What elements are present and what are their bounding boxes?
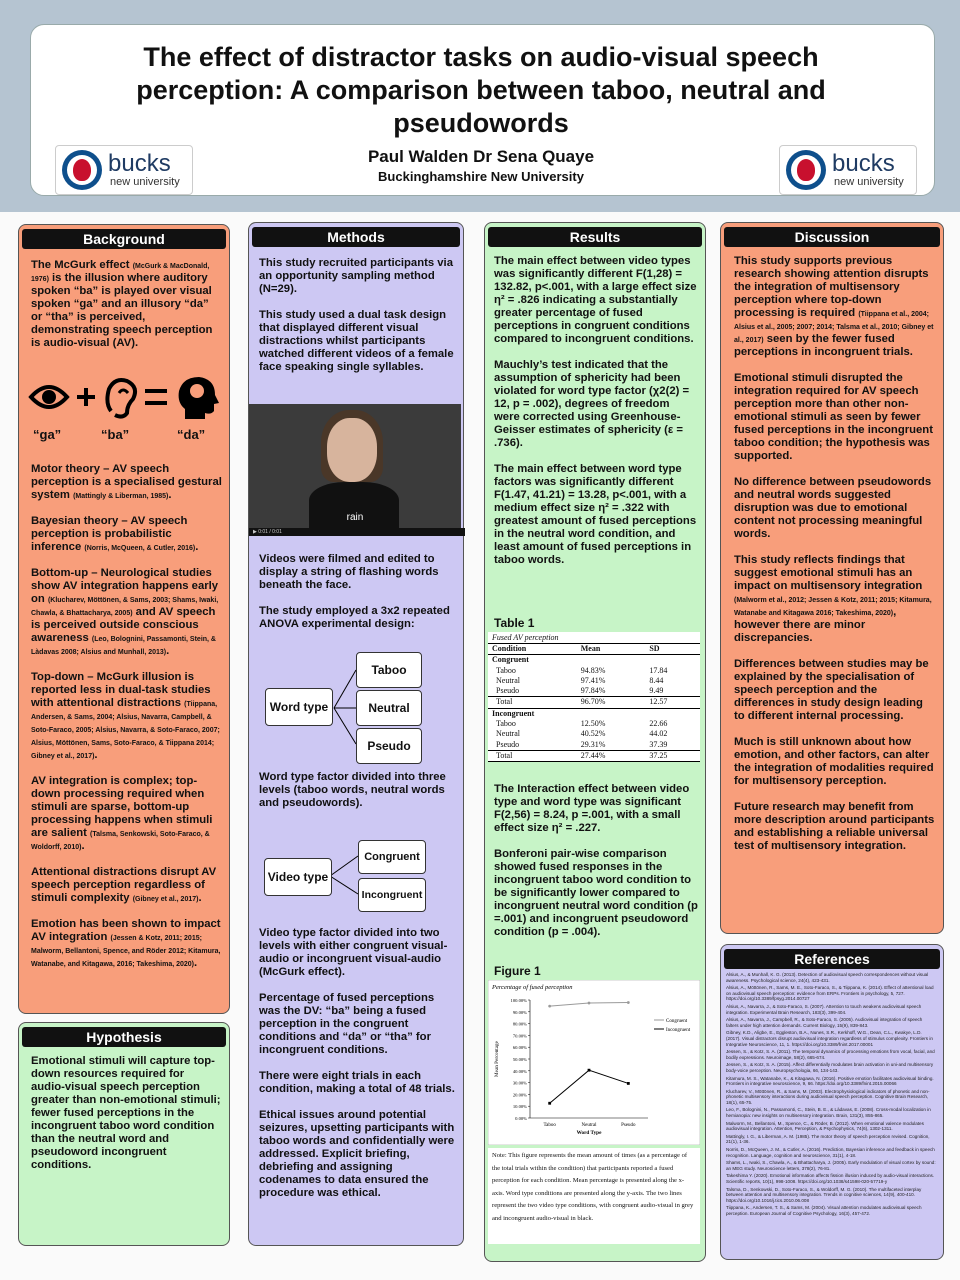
background-heading: Background [22,229,226,249]
reference-item: Alsius, A., Navarra, J., Campbell, R., & Soto-Faraco, S. (2005). Audiovisual integration of speech falters under high attention demands. Current Biology, 15(9), 839-843. [726,1017,923,1028]
reference-item: Alsius, A., Möttönen, R., Sams, M. E., Soto-Faraco, S., & Tiippana, K. (2014). Effect of attentional load on audiovisual speech perception: evidence from ERPs. Frontiers in psychology, 5, 727. https://doi.org/10.3389/fpsyg.2014.00727 [726,985,934,1002]
reference-item: Kitamura, M. S., Watanabe, K., & Kitagawa, N. (2016). Positive emotion facilitates audiovisual binding. Frontiers in integrative neuroscience, 9, 66. https://doi.org/10.3389/fnint.2015.00066 [726,1075,934,1087]
methods-text-3: Word type factor divided into three levels (taboo words, neutral words and pseudowords). [259,771,446,809]
table-group-row: Incongruent [488,708,700,719]
legend-label: Incongruent [666,1028,691,1033]
plus-icon [77,388,95,406]
reference-item: Shams, L., Iwaki, S., Chawla, A., & Bhattacharya, J. (2005). Early modulation of visual cortex by sound: an MEG study. Neuroscience letters, 378(2), 76-81. [726,1160,936,1171]
y-tick-label: 20.00% [512,1092,527,1098]
results-heading: Results [488,227,702,247]
syllable-ba: “ba” [101,427,130,442]
congruent-level-box: Congruent [358,840,426,874]
video-controls[interactable]: ▶ 0:01 / 0:01 [249,528,465,536]
y-tick-label: 40.00% [512,1068,527,1074]
incongruent-level-box: Incongruent [358,878,426,912]
data-point [588,1069,591,1072]
y-tick-label: 60.00% [512,1045,527,1051]
y-axis-label: Mean Percentage [494,1041,500,1077]
table-row: Neutral 40.52% 44.02 [496,729,668,739]
methods-text-2: Videos were filmed and edited to display a string of flashing words beneath the face. The study employed a 3x2 repeated ANOVA experimental design: [259,553,450,630]
logo-mark-icon [62,150,102,190]
video-face [327,418,377,482]
reference-item: Gibney, K.D., Aligbe, E., Eggleston, B.A., Nunes, S.R., Kerkhoff, W.G., Dean, C.L., Kwakye, L.D. (2017). Visual distractors disrupt audiovisual integration regardless of stimulus complexity. Frontiers in Integrative Neuroscience, 11, 1. https://doi.org/10.3389/fnint.2017.00001 [726,1030,933,1047]
figure-label: Figure 1 [494,964,541,978]
syllable-da: “da” [177,427,206,442]
video-flash-word: rain [346,512,364,523]
equals-icon [145,389,167,405]
table-row: Total 27.44% 37.25 [488,750,700,761]
data-point [627,1082,630,1085]
reference-item: Klucharev, V., Möttönen, R., & Sams, M. (2003). Electrophysiological indicators of phonetic and non-phonetic multisensory interactions during audiovisual speech perception. Cognitive Brain Research, 18(1), 65-75. [726,1088,930,1105]
methods-heading: Methods [252,227,460,247]
reference-item: Alsius, A., Navarra, J., & Soto-Faraco, S. (2007). Attention to touch weakens audiovisual speech integration. Experimental Brain Research, 183(3), 399-404. [726,1003,922,1015]
table-row: Neutral 97.41% 8.44 [496,675,664,685]
chart-title: Percentage of fused perception [492,984,573,991]
table-row: Total 96.70% 12.57 [488,697,700,708]
logo-word: bucks [108,150,171,177]
y-tick-label: 0.00% [515,1116,527,1121]
methods-text-4: Video type factor divided into two levels with either congruent visual-audio or incongruent visual-audio (McGurk effect). Percentage of fused perceptions was the DV: “ba” being a fused perception in the congruent conditions and “da” or “tha” for incongruent conditions. There were eight trials in each condition, making a total of 48 trials. Ethical issues around potential seizures, upsetting participants with taboo words and confidentially were addressed. Explicit briefing, debriefing and assigning codenames to data ensured the procedure was ethical. [259,927,455,1199]
reference-item: Mattingly, I. G., & Liberman, A. M. (1985). The motor theory of speech perception revised. Cognition, 21(1), 1-36. [726,1133,930,1145]
reference-item: Leo, F., Bolognini, N., Passamonti, C., Stein, B. E., & Làdavas, E. (2008). Cross-modal localization in hemianopia: new insights on multisensory integration. Brain, 131(3), 855-865. [726,1107,931,1119]
discussion-text: This study supports previous research showing attention disrupts the integration of multisensory perception where top-down processing is required (Tiippana et al., 2004; Alsius et al., 2005; 2007; 2014; Talsma et al., 2010; Gibney et al., 2017) seen by the fewer fused perceptions in incongruent trials. Emotional stimuli disrupted the integration required for AV speech perception more than other non-emotional stimuli as seen by fewer fused perceptions in the incongruent taboo condition; the hypothesis was supported. No difference between pseudowords and neutral words suggested disruption was due to emotional content not processing meaningful words. This study reflects findings that suggest emotional stimuli has an impact on multisensory integration (Malworm et al., 2012; Jessen & Kotz, 2011; 2015; Kitamura, Watanabe and Kitagawa 2016; Takeshima, 2020), however there are minor discrepancies. Differences between studies may be explained by the specialisation of speech perception and the differences in study design leading to different internal processing. Much is still unknown about how emotion, and other factors, can alter the integration of modalities required for multisensory perception. Future research may benefit from more description around participants and establishing a reliable universal test of multisensory integration. [734,255,935,852]
x-tick-label: Taboo [543,1123,556,1128]
results-text-2: The Interaction effect between video type and word type was significant F(2,56) = 8.24, p =.001, with a small effect size η² = .227. Bonferoni pair-wise comparison showed fused responses in the incongruent taboo word condition to be significantly lower compared to incongruent neutral word condition (p =.001) and incongruent pseudoword condition (p = .004). [494,783,698,938]
eye-icon [31,387,67,407]
reference-item: Tiippana, K., Andersen, T. S., & Sams, M. (2004). Visual attention modulates audiovisual speech perception. European Journal of Cognitive Psychology, 16(3), 457-472. [726,1205,922,1216]
background-text-top: The McGurk effect (McGurk & MacDonald, 1976) is the illusion where auditory spoken “ba” is played over visual spoken “ga” and an illusory “da” or “tha” is perceived, demonstrating speech perception is audio-visual (AV). [31,259,213,349]
table-caption: Fused AV perception [488,632,700,644]
hypothesis-heading: Hypothesis [22,1027,226,1047]
poster-title: The effect of distractor tasks on audio-visual speech perception: A comparison between taboo, neutral and pseudowords [136,42,826,138]
table-header: SD [649,644,660,653]
authors: Paul Walden Dr Sena Quaye [367,147,595,166]
y-tick-label: 10.00% [512,1104,527,1110]
stimulus-video[interactable] [249,404,461,536]
discussion-panel [720,222,944,934]
affiliation: Buckinghamshire New University [378,169,584,184]
title-box [30,24,935,196]
taboo-level-box: Taboo [356,652,422,688]
reference-item: Jessen, S., & Kotz, S. A. (2015). Affect differentially modulates brain activation in uni-and multisensory body-voice perception. Neuropsychologia, 66, 134-143. [726,1062,934,1073]
table-header: Condition [492,644,527,653]
y-tick-label: 50.00% [512,1057,527,1062]
y-tick-label: 80.00% [512,1021,527,1027]
figure-1-chart [488,980,700,1145]
reference-item: Malworm, M., Bellantoni, M., Spence, C., & Röder, B. (2012). When emotional valence modulates audiovisual integration. Attention, Perception, & Psychophysics, 74(6), 1302-1311. [726,1120,924,1132]
discussion-heading: Discussion [724,227,940,247]
data-point [548,1102,551,1105]
reference-item: Takeshima Y. (2020). Emotional information affects fission illusion induced by audio-visual interactions. Scientific reports, 10(1), 998-1008. https://doi.org/10.1038/s41598-020-57719-y [726,1173,935,1184]
ear-icon [107,380,135,417]
table-row: Taboo 12.50% 22.66 [496,719,668,729]
line-chart [488,980,700,1145]
table-header-row [488,644,700,655]
y-tick-label: 70.00% [512,1033,527,1039]
university-logo-left [55,145,193,195]
legend-label: Congruent [666,1019,688,1024]
figure-note: Note: This figure represents the mean amount of times (as a percentage of the total trials within the condition) that participants reported a fused perception for each condition. Mean percentage is presented along the x-axis. Word type conditions are presented along the y-axis. The two lines represent the two video type conditions, with congruent audio-visual in grey and incongruent audio-visual in black. [488,1148,700,1244]
table-group-row: Congruent [492,655,529,665]
head-brain-icon [179,377,219,419]
mcgurk-equation [27,373,223,423]
pseudo-level-box: Pseudo [356,728,422,764]
background-text-bottom: Motor theory – AV speech perception is a specialised gestural system (Mattingly & Liberman, 1985). Bayesian theory – AV speech perception is probabilistic inference (Norris, McQueen, & Cutler, 2016). Bottom-up – Neurological studies show AV integration happens early on (Klucharev, Möttönen, & Sams, 2003; Shams, Iwaki, Chawla, & Bhattacharya, 2005) and AV speech is perceived outside conscious awareness (Leo, Bolognini, Passamonti, Stein, & Làdavas 2008; Alsius and Munhall, 2013). Top-down – McGurk illusion is reported less in dual-task studies with attentional distractions (Tiippana, Andersen, & Sams, 2004; Alsius, Navarra, Campbell, & Soto-Faraco, 2005; Alsius, Navarra, & Soto-Faraco, 2007; Alsius, Möttönen, Sams, Soto-Faraco, & Tiippana 2014; Gibney et al., 2017). AV integration is complex; top-down processing required when stimuli are sparse, bottom-up processing happens when stimuli are salient (Talsma, Senkowski, Soto-Faraco, & Woldorff, 2010). Attentional distractions disrupt AV speech perception regardless of stimuli complexity (Gibney et al., 2017). Emotion has been shown to impact AV integration (Jessen & Kotz, 2011; 2015; Malworm, Bellantoni, Spence, and Röder 2012; Kitamura, Watanabe, and Kitagawa, 2016; Takeshima, 2020). [31,463,222,969]
eye-ear-head-icons [27,373,223,423]
table-label: Table 1 [494,616,535,630]
reference-item: Jessen, S., & Kotz, S. A. (2011). The temporal dynamics of processing emotions from vocal, facial, and bodily expressions. Neuroimage, 58(2), 665-674. [726,1049,935,1060]
neutral-level-box: Neutral [356,690,422,726]
background-panel [18,224,230,1014]
reference-item: Norris, D., McQueen, J. M., & Cutler, A. (2016). Prediction, Bayesian inference and feedback in speech recognition. Language, cognition and neuroscience, 31(1), 4-18. [726,1147,935,1158]
table-row: Pseudo 97.84% 9.49 [496,686,664,696]
references-heading: References [724,949,940,969]
x-tick-label: Pseudo [621,1123,636,1128]
x-axis-label: Word Type [576,1130,602,1136]
hypothesis-text: Emotional stimuli will capture top-down resources required for audio-visual speech perception greater than non-emotional stimuli; fewer fused perceptions in the incongruent taboo word condition than the neutral word and pseudoword incongruent conditions. [31,1055,221,1171]
table-header: Mean [580,644,601,653]
results-table [488,644,700,762]
x-tick-label: Neutral [581,1123,597,1128]
y-tick-label: 30.00% [512,1080,527,1086]
y-tick-label: 90.00% [512,1009,527,1015]
data-point [548,1005,551,1008]
logo-subword: new university [110,176,180,188]
logo-subword: new university [834,176,904,188]
logo-word: bucks [832,150,895,177]
word-type-box: Word type [265,688,333,726]
reference-item: Talsma, D., Senkowski, D., Soto-Faraco, S., & Woldorff, M. G. (2010). The multifaceted interplay between attention and multisensory integration. Trends in cognitive sciences, 14(9), 400-410. https://doi.org/10.1016/j.tics.2010.06.008 [726,1186,922,1203]
reference-list [726,972,936,1219]
data-point [588,1002,591,1005]
results-text-1: The main effect between video types was significantly different F(1,28) = 132.82, p<.001, with a large effect size η² = .826 indicating a substantially greater percentage of fused perceptions in congruent conditions compared to incongruent conditions. Mauchly’s test indicated that the assumption of sphericity had been violated for word type factor (χ2(2) = 12, p = .002), degrees of freedom were corrected using Greenhouse-Geisser estimates of sphericity (ε = .736). The main effect between word type factors was significantly different F(1.47, 41.21) = 13.28, p<.001, with a medium effect size η² = .322 with greatest amount of fused perceptions in the neutral word condition, and least amount of fused perceptions in taboo words. [494,255,697,566]
video-type-box: Video type [264,858,332,896]
video-frame [249,404,461,528]
university-logo-right [779,145,917,195]
table-row: Taboo 94.83% 17.84 [496,665,668,675]
reference-item: Alsius, A., & Munhall, K. G. (2013). Detection of audiovisual speech correspondences without visual awareness. Psychological science, 24(4), 423-431. [726,972,929,983]
data-point [627,1001,630,1004]
methods-text-1: This study recruited participants via an opportunity sampling method (N=29). This study used a dual task design that displayed different visual distractions whilst participants watched different videos of a female face speaking single syllables. [259,257,454,373]
logo-mark-icon [786,150,826,190]
video-time: 0:01 / 0:01 [258,529,282,535]
y-tick-label: 100.00% [510,998,527,1003]
fused-perception-table [488,632,700,762]
syllable-labels [27,427,227,445]
table-row: Pseudo 29.31% 37.39 [496,739,668,749]
hypothesis-panel [18,1022,230,1246]
syllable-ga: “ga” [33,427,62,442]
